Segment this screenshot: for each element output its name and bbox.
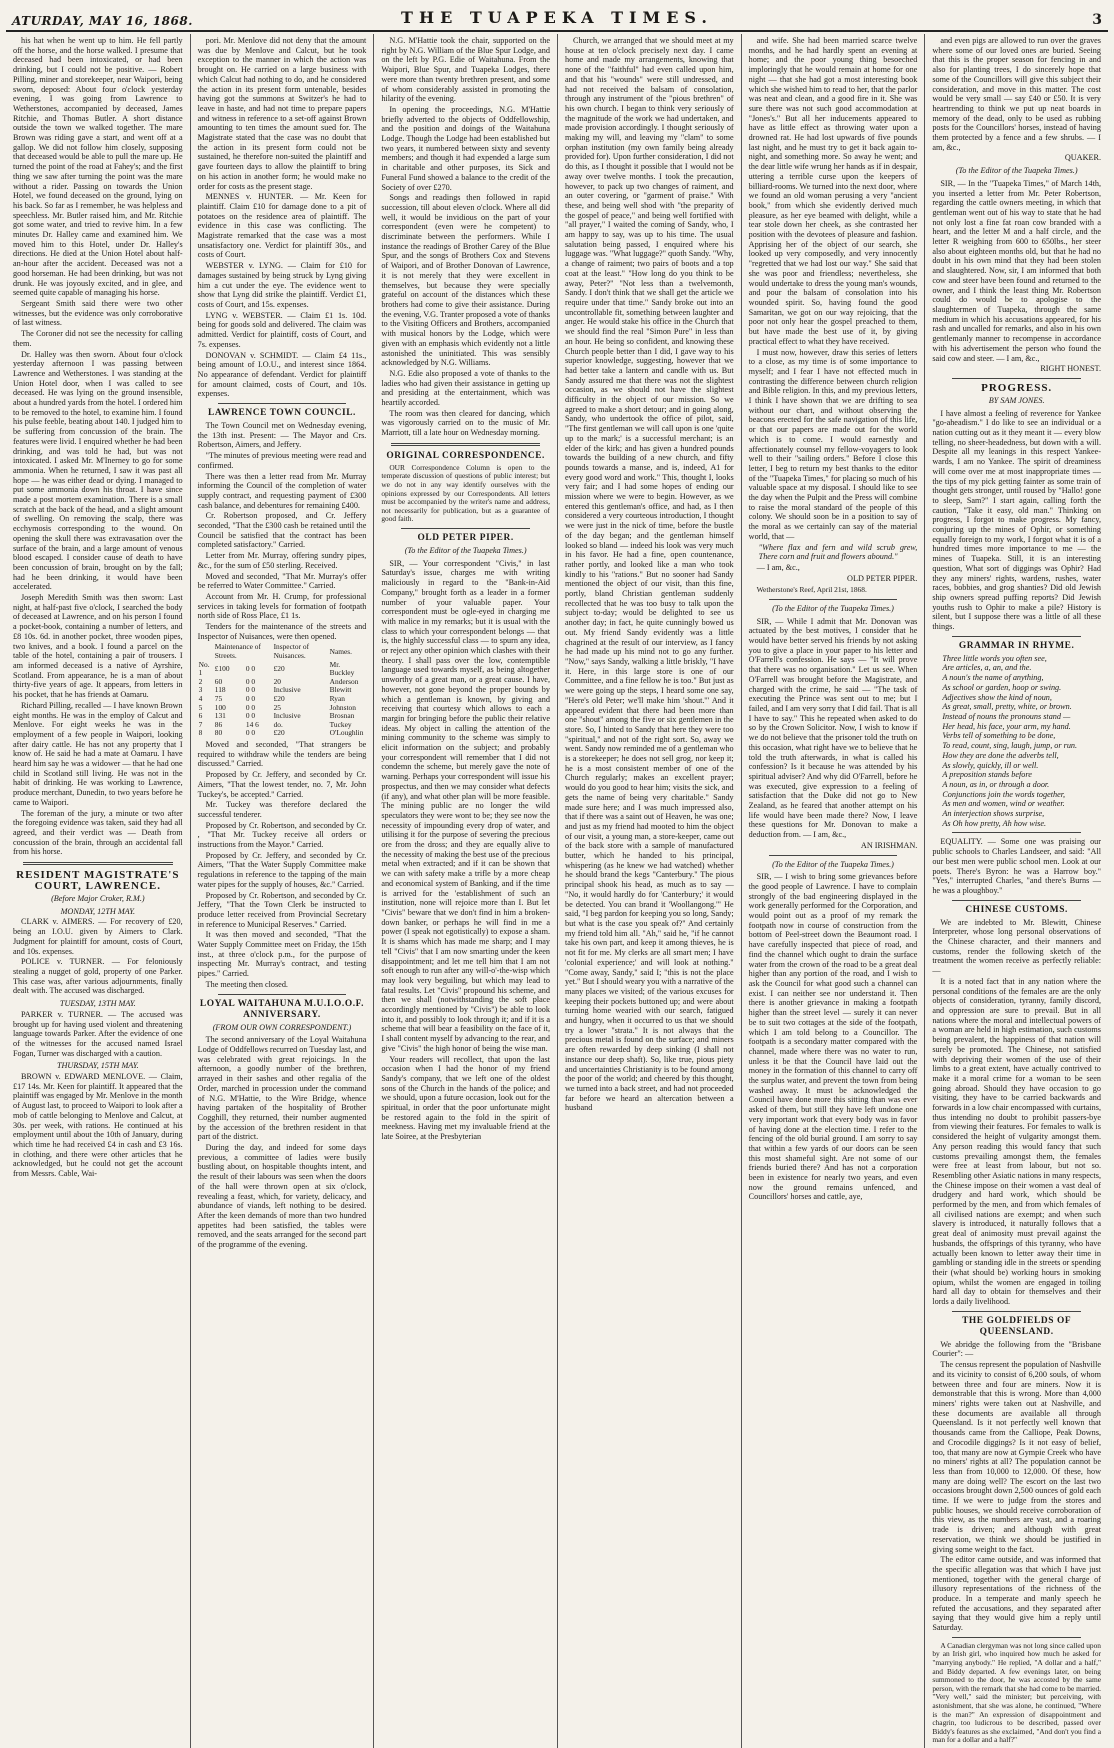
column-2	[190, 34, 374, 1748]
paragraph: "The minutes of previous meeting were read and confirmed.	[197, 451, 367, 470]
table-cell: O'Loughlin	[329, 728, 364, 738]
table-cell: 0 0	[245, 676, 256, 686]
grammar-poem	[932, 654, 1101, 829]
poem-line: As slowly, quickly, ill or well.	[942, 760, 1039, 770]
divider	[952, 1311, 1081, 1312]
paragraph: Proposed by Cr. Robertson, and seconded by Cr. Jeffery, "That the Town Clerk be instructed to produce letter received from Provincial Secretary in reference to Municipal Reserves." Carried.	[197, 890, 367, 929]
table-cell: 5	[198, 702, 203, 712]
case-text: WEBSTER v. LYNG. — Claim for £10 for damages sustained by being struck by Lyng giving him a cut under the eye. The evidence went to show that Lyng did strike the plaintiff. Verdict £1, costs of Court, and 15s. expenses.	[197, 261, 367, 309]
paragraph: Moved and seconded, "That strangers be required to withdraw while the tenders are being discussed." Carried.	[197, 740, 367, 769]
date-heading: MONDAY, 12TH MAY.	[60, 906, 136, 916]
table-cell: 0 0	[245, 702, 256, 712]
table-header: Maintenance of Streets.	[214, 642, 261, 661]
table-cell: 118	[214, 685, 226, 695]
table-header: Inspector of Nuisances.	[273, 642, 310, 661]
table-header-row	[198, 643, 367, 660]
to-editor: (To the Editor of the Tuapeka Times.)	[772, 859, 894, 869]
columns	[6, 34, 1108, 1745]
paragraph: Proposed by Cr. Jeffery, and seconded by Cr. Aimers, "That the lowest tender, no. 7, Mr. John Tuckey's, be accepted." Carried.	[197, 770, 367, 799]
table-cell: Inclusive	[273, 711, 301, 721]
to-editor: (To the Editor of the Tuapeka Times.)	[404, 545, 527, 555]
table-cell: Blewitt	[329, 685, 352, 695]
table-cell: 60	[214, 676, 223, 686]
case-text: BROWN v. EDWARD MENLOVE. — Claim, £17 14s. Mr. Keen for plaintiff. It appeared that the plaintiff was engaged by Mr. Menlove in the month of August last, to proceed to Waipori to look after a mob of cattle belonging to Menlove and Calcut, at 30s. per week, with rations. He continued at his employment until about the 10th of January, during which time he had received £4 in cash and £3 16s. in clothing, and there were other articles that he acknowledged, but he could not get the account from Messrs. Cable, Wai-	[13, 1072, 183, 1179]
table-cell: 75	[214, 694, 223, 704]
council-heading: LAWRENCE TOWN COUNCIL.	[207, 408, 357, 419]
table-cell: £20	[273, 663, 285, 673]
divider	[952, 378, 1081, 379]
court-subheading: (Before Major Croker, R.M.)	[51, 894, 145, 904]
poem-line: Instead of nouns the pronouns stand —	[942, 712, 1071, 721]
divider	[391, 443, 540, 446]
divider	[218, 403, 347, 404]
loyal-subheading: (FROM OUR OWN CORRESPONDENT.)	[212, 1022, 352, 1032]
signature: RIGHT HONEST.	[1040, 364, 1101, 374]
tenders-body	[198, 661, 367, 738]
column-5	[741, 34, 925, 1748]
paragraph: The Town Council met on Wednesday evening, the 13th inst. Present: — The Mayor and Crs. Robertson, Aimers, and Jeffery.	[197, 421, 367, 450]
table-cell: 0 0	[245, 728, 256, 738]
table-cell: 131	[214, 711, 226, 721]
signature: OLD PETER PIPER.	[847, 573, 918, 583]
table-cell: Johnston	[329, 702, 356, 712]
case-text: LYNG v. WEBSTER. — Claim £1 1s. 10d. being for goods sold and delivered. The claim was admitted. Verdict for plaintiff, costs of Court, and 7s. expenses.	[197, 310, 367, 349]
paragraph: SIR, — In the "Tuapeka Times," of March 14th, you inserted a letter from Mr. Peter Robertson, regarding the cattle owners meeting, in which that gentleman went out of his way to state that he had not only lost a fine fat roan cow branded with a heart, and the letter M and a half circle, and the letter R weighing from 600 to 650lbs., her steer also about eighteen months old, but that he had no doubt in his own mind that they had been stolen and slaughtered. Now, sir, I am informed that both cow and steer have been found and returned to the owner, and I think the least thing Mr. Robertson could do would be to apologise to the slaughtermen of Tuapeka, through the same medium in which his accusations appeared, for his rash and uncalled for remarks, and also in his own gentlemanly manner to recompense in accordance with his advertisement the person who found the said cow and steer. — I am, &c.,	[932, 178, 1101, 363]
anecdote: A Canadian clergyman was not long since called upon by an Irish girl, who inquired how much he asked for "marrying anybody." He replied, "A dollar and a half," and Biddy departed. A few evenings later, on being summoned to the door, he was accosted by the same person, with the remark that she had come to be married. "Very well," said the minister; but perceiving, with astonishment, that she was alone, he continued, "Where is the man?" An expression of disappointment and chagrin, too ludicrous to be described, passed over Biddy's features as she exclaimed, "And don't you find a man for a dollar and a half?"	[932, 1640, 1101, 1745]
paragraph: The editor came outside, and was informed that the specific allegation was that which I have just mentioned, together with the general charge of illusory representations of the richness of the produce. In a temperate and manly speech he refuted the accusations, and they separated after saying that they would give him a reply until Saturday.	[932, 1555, 1101, 1633]
paragraph: During the day, and indeed for some days previous, a committee of ladies were busily bustling about, on hospitable thoughts intent, and the result of their labours was seen when the doors of the hall were thrown open at six o'clock, revealing a feast, which, for variety, delicacy, and abundance of viands, left nothing to be desired. After the keen demands of more than two hundred appetites had been satisfied, the tables were removed, and the seats arranged for the second part of the programme of the evening.	[197, 1143, 367, 1250]
case-text: MENNES v. HUNTER. — Mr. Keen for plaintiff. Claim £10 for damage done to a pit of potatoes on the residence area of plaintiff. The evidence in this case was conflicting. The Magistrate remarked that the case was a most unsatisfactory one. Verdict for plaintiff 30s., and costs of Court.	[197, 192, 367, 260]
issue-date: ATURDAY, MAY 16, 1868.	[12, 14, 193, 28]
poem-line: To read, count, sing, laugh, jump, or run.	[942, 741, 1078, 751]
byline: BY SAM JONES.	[988, 395, 1045, 405]
paragraph: Proposed by Cr. Jeffery, and seconded by Cr. Aimers, "That the Water Supply Committee make regulations in reference to the tapping of the main water pipes for the supply of houses, &c." Carried.	[197, 850, 367, 889]
divider	[952, 832, 1081, 833]
poem-line: As great, small, pretty, white, or brown.	[942, 702, 1072, 712]
masthead	[6, 4, 1108, 32]
verse-quote: "Where flax and fern and wild scrub grew, There corn and fruit and flowers abound."	[758, 542, 918, 562]
paragraph: Letter from Mr. Murray, offering sundry pipes, &c., for the sum of £50 sterling. Received.	[197, 551, 367, 570]
divider	[769, 599, 898, 600]
table-cell: 0 0	[245, 685, 256, 695]
poem-line: A noun's the name of anything,	[942, 673, 1044, 683]
paragraph: and even pigs are allowed to run over the graves where some of our loved ones are buried. Seeing that this is the proper season for fencing in and also for planting trees, I do sincerely hope that some of the Councillors will give this subject their consideration, and move in this matter. The cost would be very small — say £40 or £50. It is very heartrending to think we put up neat boards in memory of the dead, only to be used as rubbing posts for the Councillors' horses, instead of having them protected by a fence and a few shrubs. — I am, &c.,	[932, 36, 1101, 152]
divider	[952, 636, 1081, 637]
table-cell: 3	[198, 685, 203, 695]
paragraph: Dr. Halley was then sworn. About four o'clock yesterday afternoon I was passing between Lawrence and Wetherstones. I was standing at the Union Hotel door, when I was called to see deceased. He was lying on the ground insensible, about a hundred yards from the hotel. I ordered him to be removed to the hotel, to examine him. I found his pulse feeble, beating about 140. I judged him to be suffering from concussion of the brain. The features were livid. I enquired whether he had been drinking, and was told he had, but was not intoxicated. I asked Mr. M'Inerney to go for some ammonia. When he returned, I saw it was past all hope — he was either dead or dying. I managed to put some ammonia down his throat. I have since made a post mortem examination. There is a small scratch at the back of the head, and a slight amount of swelling. On removing the scalp, there was ecchymosis corresponding to the wound. On opening the skull there was extravasation over the surface of the brain, and a large amount of venous blood escaped. I consider cause of death to have been concussion of brain, brought on by the fall; had he been drinking, it would have been accelerated.	[13, 349, 183, 592]
table-cell: £20	[273, 694, 285, 704]
column-6	[924, 34, 1108, 1748]
table-cell: No. 1	[198, 659, 210, 678]
paragraph: SIR, — I wish to bring some grievances before the good people of Lawrence. I have to complain strongly of the bad engineering displayed in the work generally performed for the Corporation, and would point out as a proof of my remark the footpath now in course of construction from the bottom of Peel-street down the Beaumont road. I have carefully inspected that piece of road, and find the channel which ought to drain the surface water from the crown of the road to be a great deal higher than any portion of the road, and I wish to ask the Council for what good such a channel can exist. I can neither see nor understand it. Then there is another grievance in making a footpath higher than the street level — surely it can never be to suit two cottages at the side of the footpath, which I am told belong to a Councillor. The footpath is a secondary matter compared with the channel, made where there was no water to run, unless it be that the Council have laid out the money in the formation of this channel to carry off the surplus water, and prevent the town from being washed away. It must be acknowledged the Council have done more this sitting than was ever asked of them, but still they have left undone one very important work that every body was in favor of having done at the election time. I refer to the fencing of the old burial ground. I am sorry to say that within a few yards of our doors can be seen this most shameful sight. Are not some of our friends buried there? And has not a corporation been in existence for nearly two years, and even now the ground remains unfenced, and Councillors' horses and cattle, aye,	[748, 872, 918, 1202]
divider	[23, 862, 173, 865]
paragraph: Account from Mr. H. Crump, for professional services in taking levels for formation of footpath north side of Ross Place, £1 1s.	[197, 591, 367, 621]
paragraph: I have almost a feeling of reverence for Yankee "go-aheadism." I do like to see an individual or a nation cutting out as it they meant it — every blow telling, no sheer-headedness, but down with a will. Despite all my leanings in this respect Yankee-wards, I am no Yankee. The spirit of dreaminess will come over me at most inappropriate times — the tips of my pick getting fainter as some train of thought gets stronger, until roused by "Hallo! gone to sleep, Sam?" I start again, calling forth the caution, "Take it easy, old man." Thinking on progress, I forgot to make progress. My fancy, conjuring up the mines of Ophir, or something equally foreign to my work, I forgot what it is of a hundred times more importance to me — the mines of Tuapeka. Still, it is an interesting question, What sort of diggings was Ophir? Had they any miners' rights, wardens, rushes, water races, bobbies, and grog shanties? Did old Jewish ship owners spread puffing reports? Did Jewish youths rush to Ophir to make a pile? History is silent, but I suppose there was a little of all these things.	[932, 408, 1101, 632]
case-text: POLICE v. TURNER. — For feloniously stealing a nugget of gold, property of one Parker. This case was, after various adjournments, finally dealt with. The accused was discharged.	[13, 957, 183, 996]
paragraph: Church, we arranged that we should meet at my house at ten o'clock precisely next day. I came home and made my arrangements, knowing that none of the "faithful" had even called upon him, and that his "wounds" were still undressed, and had not received the balsam of consolation, through any instrument of the "pious brethren" of his own church. I began to think very seriously of the magnitude of the work we had undertaken, and made provision accordingly. I thought seriously of making my will, and leaving my "clam" to some orphan institution (my own family being already provided for). Upon further consideration, I did not do this, as I thought it possible that I would not be away over twelve months. I took the precaution, however, to pack up two changes of raiment, and an outer covering, or "garment of praise." With these, and being well shod with "the preparity of the gospel of peace," and being well fortified with "all prayer," I waited the coming of Sandy, who, I am happy to say, was up to his time. The usual salutation being passed, I enquired where his luggage was. "What luggage?" quoth Sandy. "Why, a change of raiment; two pairs of boots and a top coat at the least." "How long do you think to be away, Peter?" "Not less than a twelvemonth, Sandy. I don't think that we shall get the article we require under that time." Sandy broke out into an uncontrollable fit, something between laughter and anger. He would stake his office in the Church that we should find the real "Simon Pure" in less than an hour. He being so confident, and knowing these Church people better than I did, I gave way to his superior knowledge, suggesting, however that we had better take a lantern and candle with us. But Sandy assured me that there was not the slightest occasion, as we should not have the slightest difficulty in the object of our mission. So we agreed to make a short detour; and in going along, Sandy, who undertook the office of pilot, said, "The first gentleman we will call upon is one 'quite up to the mark;' is a successful merchant; is an elder of the kirk; and has given a hundred pounds towards the building of a new church, and fifty pounds towards a manse, and is, indeed, A1 for every good word and work." This, thought I, looks very fair; and I had some hopes of ending our mission where we were to begin. However, as we entered this gentleman's office, and had, as I then considered a very courteous introduction, I thought we were just in the nick of time, before the bustle of the day began; and the gentleman himself looked so bland — indeed his look was very much in his favor. He had a fine, open countenance, rather portly, and looked like a man who took kindly to his "rations." But no sooner had Sandy mentioned the object of our visit, than this fine, portly, bland Christian gentleman suddenly recollected that he was too busy to talk upon the subject to-day; would be delighted to see us another day; in fact, he quite cunningly bowed us out. My friend Sandy evidently was a little chagrined at the result of our interview, as I fancy he had made up his mind not to go any further. "Now," says Sandy, walking a little briskly, "I have it. Here, in this large store is one of our Committee, and a fine fellow he is too." But just as we were going up the steps, I heard some one say, "Here's old Peter; we'll make him 'shout.'" And it appeared evident that there had been more than one "shout" among the five or six gentlemen in the store. So, I hinted to Sandy that here they were too "spiritual," and not of the right sort. So, away we went. Sandy now reminded me of a gentleman who is a storekeeper; he does not sell grog, nor keep it; he is a most consistent member of one of the Church regularly; makes an excellent prayer; would do you good to hear him; visits the sick, and gets the name of being very charitable." Sandy made sure here; and I was much impressed also, that if there was a saint out of Heaven, he was one; and just as my friend had mooted to him the object of our visit, a young man, a store-keeper, came out of the back store with a sample of manufactured butter, which he handed to his principal, whispering (as he knew we had watched) whether he should brand the kegs "Canterbury." The pious principal shook his head, as much as to say — "No, it would hardly do for 'Canterbury;' it would be detected. You can brand it 'Woollangong.'" He said, "I beg pardon for keeping you so long, Sandy; but what is the case you speak of?" And certainly my friend told him all. "Ah," said he, "if he cannot take his own part, and keep it among thieves, he is not fit for me. My clerks are all smart men; I have 'colonial experience;' and will look at nothing." "Come away, Sandy," said I; "this is not the place yet." But I should weary you with a narrative of the many places we visited; of the various excuses for keeping their pockets buttoned up; and were about turning home wearied with our search, fatigued and hungry, when it occurred to us that we should try a lower "strata." It is not always that the precious metal is found on the surface; and miners are often rewarded by deep sinking (I shall not instance our deep shaft). So, like true, pious piety and uncertainties Christianity is to be found among the poor of the world; and cheered by this thought, we turned into a back street, and had not proceeded far before we heard an altercation between a husband	[565, 36, 734, 1113]
paragraph: N.G. M'Hattie took the chair, supported on the right by N.G. William of the Blue Spur Lodge, and on the left by P.G. Edie of Waitahuna. From the Waipori, Blue Spur, and Tuapeka Lodges, there were more than twenty brethren present, and some of whom considerably assisted in promoting the hilarity of the evening.	[381, 36, 550, 104]
table-cell: 100	[214, 702, 226, 712]
grammar-heading: GRAMMAR IN RHYME.	[958, 640, 1075, 651]
paragraph: Your readers will recollect, that upon the last occasion when I had the honor of my friend Sandy's company, that we left one of the oldest sons of the Church in the hands of the police; and we should, upon a future occasion, look out for the spiritual, in order that the poor unfortunate might be restored again to the fold in the spirit of meekness. Having met my invaluable friend at the late Soiree, at the Presbyterian	[381, 1054, 550, 1142]
paragraph: The meeting then closed.	[205, 979, 288, 989]
table-cell: 8	[198, 728, 203, 738]
progress-heading: PROGRESS.	[981, 381, 1053, 394]
table-cell: 80	[214, 728, 223, 738]
table-cell: 25	[273, 702, 281, 712]
table-cell: 0 0	[245, 663, 256, 673]
paragraph: The foreman of the jury, a minute or two after the foregoing evidence was taken, said they had all agreed, and their verdict was — Death from concussion of the brain, through an accidental fall from his horse.	[13, 808, 183, 857]
letter-heading: OLD PETER PIPER.	[417, 532, 514, 543]
table-cell: 4	[198, 694, 203, 704]
correspondence-heading: ORIGINAL CORRESPONDENCE.	[386, 450, 546, 461]
paragraph: Joseph Meredith Smith was then sworn: Last night, at half-past five o'clock, I searched the body of deceased at Lawrence, and on his person I found a pocket-book, containing a number of letters, and £8 10s. 6d. in another pocket, three wooden pipes, two knives, and a book. I found a parcel on the table of the hotel, containing a pair of trousers. I am informed deceased is a native of Ayrshire, Scotland. From appearance, he is a man of about thirty-five years of age. It appears, from letters in his pocket, that he has friends at Oamaru.	[13, 593, 183, 700]
paragraph: and wife. She had been married scarce twelve months, and he had hardly spent an evening at home; and the poor young thing besoeched imploringly that he would remain at home for one night — that she had got a most interesting book which she wished him to read to her, that the parlor was neat and clean, and a good fire in it. She was sure there was not such good accommodation at "Jones's." But all her inducements appeared to have as little effect as throwing water upon a drowned rat. He had lost upwards of five pounds last night, and he must try to get it back again to-night, and something more. So away he went; and the dear little wife wrung her hands as if in despair, uttering a terrible curse upon the keepers of billiard-rooms. We turned into the next door, where we found an old woman perusing a very "ancient book," from which she evidently derived much pleasure, as her eye beamed with delight, while a tear stole down her cheek, as she contrasted her position with the devotees of pleasure and fashion. Apprising her of the object of our search, she looked up very composedly, and very innocently "regretted that we had lost our way." She said that she was poor and friendless; nevertheless, she would undertake to dress the young man's wounds, and pour the balsam of consolation into his wounded spirit. So, having found the good Samaritan, we got on our way rejoicing, that the poor not only hear the gospel preached to them, but have made the best use of it, by giving practical effect to what they have received.	[748, 36, 918, 346]
table-cell: £20	[273, 728, 285, 738]
table-cell: 2	[198, 676, 203, 686]
poem-line: How they are done the adverbs tell,	[942, 750, 1059, 760]
paragraph: Sergeant Smith said there were two other witnesses, but the evidence was only corroborative of last witness.	[13, 298, 183, 328]
table-cell: 7	[198, 719, 203, 729]
paragraph: The census represent the population of Nashville and its vicinity to consist of 6,200 souls, of whom between three and four are miners. Now it is demonstrable that this is wrong. More than 4,000 miners' rights were taken out at Nashville, and these documents are available all through Queensland. Is it not perfectly well known that thousands came from the Calliope, Peak Downs, and Crocodile diggings? Is it not easy of belief, too, that many are now at Gympie Creek who have no miners' rights at all? The population cannot be less than from 10,000 to 12,000. Of these, how many are doing well? The escort on the last two occasions brought down 2,500 ounces of gold each time. If we were to judge from the stores and public houses, we should receive corroboration of this view, as the numbers are vast, and a roaring trade is driven; and although with great reservation, we think we should be justified in giving some weight to the fact.	[932, 1360, 1101, 1554]
table-cell: do.	[273, 719, 283, 729]
chinese-heading: CHINESE CUSTOMS.	[965, 904, 1068, 915]
table-cell: 20	[273, 676, 281, 686]
paragraph: The room was then cleared for dancing, which was vigorously carried on to the music of Mr. Marriott, till a late hour on Wednesday morning.	[381, 408, 550, 438]
table-row	[198, 729, 367, 738]
place-date: Wetherstone's Reef, April 21st, 1868.	[756, 585, 867, 595]
table-cell: 0 0	[245, 694, 256, 704]
paragraph: Cr. Robertson proposed, and Cr. Jeffery seconded, "That the £300 cash be retained until the Council be satisfied that the contract has been completed satisfactory." Carried.	[197, 511, 367, 550]
to-editor: (To the Editor of the Tuapeka Times.)	[772, 603, 894, 613]
divider	[769, 855, 898, 856]
column-3	[373, 34, 557, 1748]
paragraph: Moved and seconded, "That Mr. Murray's offer be referred to Water Committee." Carried.	[197, 571, 367, 591]
signature: AN IRISHMAN.	[860, 840, 918, 850]
table-header: Names.	[329, 646, 353, 656]
table-cell: Tuckey	[329, 719, 352, 729]
to-editor: (To the Editor of the Tuapeka Times.)	[955, 166, 1078, 176]
paragraph: It is a noted fact that in any nation where the personal conditions of the females are are the only objects of consideration, tyranny, family discord, and oppression are sure to prevail. But in all nations where the moral and intellectual powers of a woman are held in high estimation, such customs being prevalent, the happiness of that nation will surely be promoted. The Chinese, not satisfied with depriving their women of the use of their limbs to a great extent, have actually contrived to make it a moral crime for a woman to be seen going abroad. Should they have occasion to go visiting, they have to be carried backwards and forwards in a low chair encompassed with curtains, thus intending no doubt to prohibit passers-bye from viewing their features. For females to walk is considered the height of vulgarity amongst them. Any person reading this would fancy that such customs prevailing amongst them, the females were free at least from labour, but not so. Resembling other Asiatic nations in many respects, the Chinese impose on their women a vast deal of drudgery and hard work, which should be performed by the men, and from which females of all civilised nations are exempt; and when such slavery is introduced, it naturally follows that a great deal of animosity must prevail against the husbands, the offsprings of this tyranny, who have actually been known to letter away their time in gambling or standing idle in the streets or spending their (what should be) working hours in smoking opium, whilst the women are engaged in toiling hard all day to obtain for themselves and their lords a daily livelihood.	[932, 976, 1101, 1307]
paragraph: The Coroner did not see the necessity for calling them.	[13, 329, 183, 348]
correspondence-note: OUR Correspondence Column is open to the temperate discussion of questions of public interest; but we do not in any way identify ourselves with the opinions expressed by our Correspondents. All letters must be accompanied by the writer's name and address, not necessarily for publication, but as a guarantee of good faith.	[381, 462, 550, 524]
poem-line: A noun, as in, or through a door.	[942, 779, 1050, 789]
table-row	[198, 661, 367, 678]
paragraph: In opening the proceedings, N.G. M'Hattie briefly adverted to the objects of Oddfellowship, and the position and doings of the Waitahuna Lodge. Though the Lodge had been established but two years, it numbered between sixty and seventy members; and though it had expended a large sum in charitable and other purposes, its Sick and Funeral Fund showed a balance to the credit of the Society of over £270.	[381, 104, 550, 192]
case-text: PARKER v. TURNER. — The accused was brought up for having used violent and threatening language towards Parker. After the evidence of one of the witnesses for the accused named Israel Fogan, Turner was discharged with a caution.	[13, 1009, 183, 1058]
table-cell: 14 6	[245, 719, 259, 729]
tenders-table	[198, 643, 367, 738]
court-heading: RESIDENT MAGISTRATE'S COURT, LAWRENCE.	[16, 869, 180, 893]
sign-off: — I am, &c.,	[756, 562, 800, 572]
paragraph: We abridge the following from the "Brisbane Courier": —	[932, 1339, 1101, 1359]
poem-line: As men and women, wind or weather.	[942, 799, 1065, 809]
paragraph: Tenders for the maintenance of the streets and Inspector of Nuisances, were then opened.	[197, 622, 367, 641]
goldfields-heading: THE GOLDFIELDS OF QUEENSLAND.	[962, 1315, 1072, 1337]
paragraph: SIR, — While I admit that Mr. Donovan was actuated by the best motives, I consider that he would have better served his friends by not asking you to give a place in your paper to his letter and O'Farrell's confession. He says — "It will prove that there was no organisation." Let us see. When O'Farrell was brought before the Magistrate, and charged with the crime, he said — "The task of executing the Prince was sent out to me; but I failed, and I am very sorry that I did fail. That is all I have to say." This he repeated when asked to do so by the Crown Solicitor. Now, I wish to know if we do not believe that the prisoner told the truth on this occasion, what right have we to believe that he told the truth afterwards, in what is called his confession? Is it because he was attended by his spiritual adviser? And why did O'Farrell, before he was executed, give expression to a feeling of satisfaction that the Duke did not go to New Zealand, as he feared that another attempt on his life would have been made there? Now, I leave these questions for Mr. Donovan to make a deduction from. — I am, &c.,	[748, 616, 918, 840]
table-header	[198, 643, 214, 660]
paragraph: SIR, — Your correspondent "Civis," in last Saturday's issue, charges me with writing maliciously in regard to the "Bank-in-Aid Company," brought forth as a leader in a former number of your valuable paper. Your correspondent must be ogle-eyed in charging me with malice in my remarks; but it is usual with the class to which your correspondent belongs — that is, the highly successful class — to spurn any idea, or reject any other opinion which clashes with their theory. I shall pass over the low, contemptible language used towards myself, as being altogether unworthy of a great man, or a great cause. I have, however, not gone beyond the proper bounds by which a gentleman is known, by giving and receiving that courtesy which allows to each a margin for bringing before the public their relative ideas. My object in calling the attention of the mining community to the scheme was simply to elicit information on the subject; and probably your correspondent will remember that I did not condemn the scheme, but merely gave the note of warning. Perhaps your correspondent will issue his prospectus, and then we may consider what defects (if any), and what other plan will be more feasible. The mining public are no longer the wild speculators they were wont to be; they see now the necessity of impounding every drop of water, and utilising it for the purpose of severing the precious ore from the dross; and they are equally alive to the necessity of making the best use of the precious metal when extracted; and if it can be shown that we can with safety make a trifle by a more cheap and economical system of Banking, and if the time is arrived for the 'establishment of such an institution, none will rejoice more than I. But let "Civis" beware that we don't find in him a broken-down banker, or perhaps he will find in me a power (I speak not egotistically) to expose a sham. It is shams which has made me sharp; and I may tell "Civis" that I am now smarting under the keen disappointment; and let me tell him that I am not soft enough to run after any will-o'-the-wisp which may look very beguiling, but which may lead to fatal results. Let "Civis" propound his scheme, and then we shall (notwithstanding the soft place accordingly mentioned by "Civis") be able to look into it, and possibly to look through it; and if it is a scheme that will bear a feasibility on the face of it, I shall content myself by advancing to the rear, and give "Civis" the high honor of being the wise man.	[381, 558, 550, 1053]
table-cell: Brosnan	[329, 711, 355, 721]
case-text: DONOVAN v. SCHMIDT. — Claim £4 11s., being amount of I.O.U., and interest since 1864. No appearance of defendant. Verdict for plaintiff for amount claimed, costs of Court, and 10s. expenses.	[197, 350, 367, 399]
date-heading: TUESDAY, 13TH MAY.	[59, 999, 136, 1009]
divider	[952, 1637, 1081, 1638]
paragraph: EQUALITY. — Some one was praising our public schools to Charles Landseer, and said: "All our best men were public school men. Look at our poets. There's Byron: he was a Harrow boy." "Yes," interrupted Charles, "and there's Burns — he was a ploughboy."	[932, 837, 1101, 895]
poem-line: Adjectives show the kind of noun,	[942, 692, 1052, 702]
poem-line: An interjection shows surprise,	[942, 809, 1045, 819]
signature: QUAKER.	[1064, 153, 1101, 163]
newspaper-title: THE TUAPEKA TIMES.	[401, 8, 713, 27]
date-heading: THURSDAY, 15TH MAY.	[56, 1061, 139, 1071]
loyal-heading: LOYAL WAITAHUNA M.U.I.O.O.F. ANNIVERSARY.	[199, 998, 365, 1020]
table-cell: Mr. Buckley	[329, 659, 355, 678]
paragraph: The second anniversary of the Loyal Waitahuna Lodge of Oddfellows recurred on Tuesday last, and was celebrated with great rejoicings. In the afternoon, a goodly number of the brethren, arrayed in their sashes and other regalia of the Order, marched in procession under the command of N.G. M'Hattie, to the Wire Bridge, whence having partaken of the hospitality of Brother Cogghill, they returned, their number augmented by the accession of the brethren resident in that part of the district.	[197, 1035, 367, 1142]
poem-line: Are articles, a, an, and the.	[942, 663, 1032, 673]
divider	[218, 994, 347, 995]
poem-line: A preposition stands before	[942, 770, 1032, 780]
paragraph: There was then a letter read from Mr. Murray informing the Council of the completion of water supply contract, and requesting payment of £300 cash balance, and debentures for remaining £400.	[197, 471, 367, 510]
table-cell: 0 0	[245, 711, 256, 721]
paragraph: I must now, however, draw this series of letters to a close, as my time is of some importance to myself; and I fear I have not effected much in contrasting the difference between church religion and Bible religion. In this, and my previous letters, I think I have shown that we are drifting to sea without our chart, and without observing the beacons erected for the safe navigation of this life, or that our papers are made out for the world which is to come. I would earnestly and affectionately counsel my fellow-voyagers to look well to their "sailing orders." Before I close this letter, I beg to return my best thanks to the editor of the "Tuapeka Times," for placing so much of his valuable space at my disposal. I should like to see the day when the Pulpit and the Press will combine to raise the moral standard of the people of this colony. We should soon be in a position to say of the moral as we certainly can say of the material world, that —	[748, 347, 918, 541]
table-cell: Inclusive	[273, 685, 301, 695]
paragraph: N.G. Edie also proposed a vote of thanks to the ladies who had given their assistance in getting up and presiding at the entertainment, which was heartily accorded.	[381, 368, 550, 408]
poem-line: As Oh how pretty, Ah how wise.	[942, 818, 1047, 828]
table-cell: Anderson	[329, 676, 359, 686]
divider	[952, 900, 1081, 901]
poem-line: Her head, his face, your arm, my hand.	[942, 721, 1071, 731]
poem-line: Three little words you often see,	[942, 653, 1047, 663]
poem-line: Verbs tell of something to be done,	[942, 731, 1056, 741]
paragraph: Richard Pilling, recalled — I have known Brown eight months. He was in the employ of Calcut and Menlove. For eight weeks he was in the employment of a few people in Waipori, looking after dairy cattle. He has not any property that I know of. He said he had a mate at Oamaru. I have heard him say he was a widower — that he had one child in Scotland still living. He was not in the habit of drinking. He was working to Lawrence, produce merchant, Dunedin, to two years before he came to Waipori.	[13, 700, 183, 807]
page-number: 3	[1092, 12, 1102, 28]
paragraph: It was then moved and seconded, "That the Water Supply Committee meet on Friday, the 15th inst., at three o'clock p.m., for the purpose of inspecting Mr. Murray's contract, and testing pipes." Carried.	[197, 930, 367, 979]
paragraph: pori. Mr. Menlove did not deny that the amount was due by Menlove and Calcut, but he took exception to the manner in which the action was brought on. He carried on a large business with which Calcut had nothing to do, and he considered the action in its present form untenable, besides having got the summons at Switzer's he had to leave in haste, and had not time to prepare papers and witness in reference to a set-off against Brown amounting to ten times the amount sued for. The Magistrate stated that the case was no doubt that the action in its present form could not be sustained, he therefore non-suited the plaintiff and gave fourteen days to allow the plaintiff to bring on his action in another form; he would make no order for costs as the present stage.	[197, 36, 367, 191]
paragraph: Proposed by Cr. Robertson, and seconded by Cr. , "That Mr. Tuckey receive all orders or instructions from the Mayor." Carried.	[197, 820, 367, 850]
inquest-text: his hat when he went up to him. He fell partly off the horse, and the horse walked. I presume that deceased had been intoxicated, or had been drinking, but I could not be positive. — Robert Pilling, miner and storekeeper, near Waipori, being sworn, deposed: About four o'clock yesterday evening, I was going from Lawrence to Wetherstones, accompanied by deceased, James Ritchie, and Thomas Butler. A short distance outside the town we walked together. The mare Brown was riding gave a start, and went off at a gallop. We did not follow him closely, supposing that deceased would be able to pull the mare up. He turned the point of the road at Fahey's; and the first thing we saw after turning the point was the mare without a rider. Passing on towards the Union Hotel, we found deceased on the ground, lying on his back. So far as I remember, he was helpless and speechless. Mr. Butler raised him, and Mr. Ritchie got some water, and tried to revive him. In a few minutes Dr. Halley came and examined him. We moved him to this Hotel, under Dr. Halley's directions. He died at the Union Hotel about half-an-hour after the accident. Deceased was not a good horseman. He had been drinking, but was not drunk. He was joyously excited, and in glee, and seemed quite capable of managing his horse.	[13, 36, 183, 298]
case-text: CLARK v. AIMERS. — For recovery of £20, being an I.O.U. given by Aimers to Clark. Judgment for plaintiff for amount, costs of Court, and 10s. expenses.	[13, 917, 183, 956]
table-cell: £100	[214, 663, 230, 673]
table-cell: 86	[214, 719, 223, 729]
poem-line: As school or garden, hoop or swing.	[942, 682, 1062, 692]
poem-line: Conjunctions join the words together,	[942, 789, 1066, 799]
table-cell: Ryan	[329, 694, 345, 704]
column-4	[557, 34, 741, 1748]
divider	[401, 528, 530, 529]
column-1	[6, 34, 190, 1748]
paragraph: Songs and readings then followed in rapid succession, till about eleven o'clock. Where all did well, it would be invidious on the part of your correspondent (even were he competent) to discriminate between the performers. While I instance the readings of Brother Carey of the Blue Spur, and the songs of Brothers Cox and Stevens of Waipori, and of Brother Donovan of Lawrence, it is not merely that they were excellent in themselves, but because they were specially grateful on account of the distances which these brothers had come to give their assistance. During the evening, V.G. Tranter proposed a vote of thanks to the Visiting Officers and Brothers, accompanied with musical honors by the Lodge, which were given with an emphasis which evidently not a little astonished the uninitiated. This was sensibly acknowledged by N.G. Williams.	[381, 193, 550, 368]
paragraph: Mr. Tuckey was therefore declared the successful tenderer.	[197, 800, 367, 819]
paragraph: We are indebted to Mr. Blewitt, Chinese Interpreter, whose long personal observations of the Chinese character, and their manners and customs, render the following sketch of the treatment the women receive as perfectly reliable: —	[932, 917, 1101, 976]
table-cell: 6	[198, 711, 203, 721]
